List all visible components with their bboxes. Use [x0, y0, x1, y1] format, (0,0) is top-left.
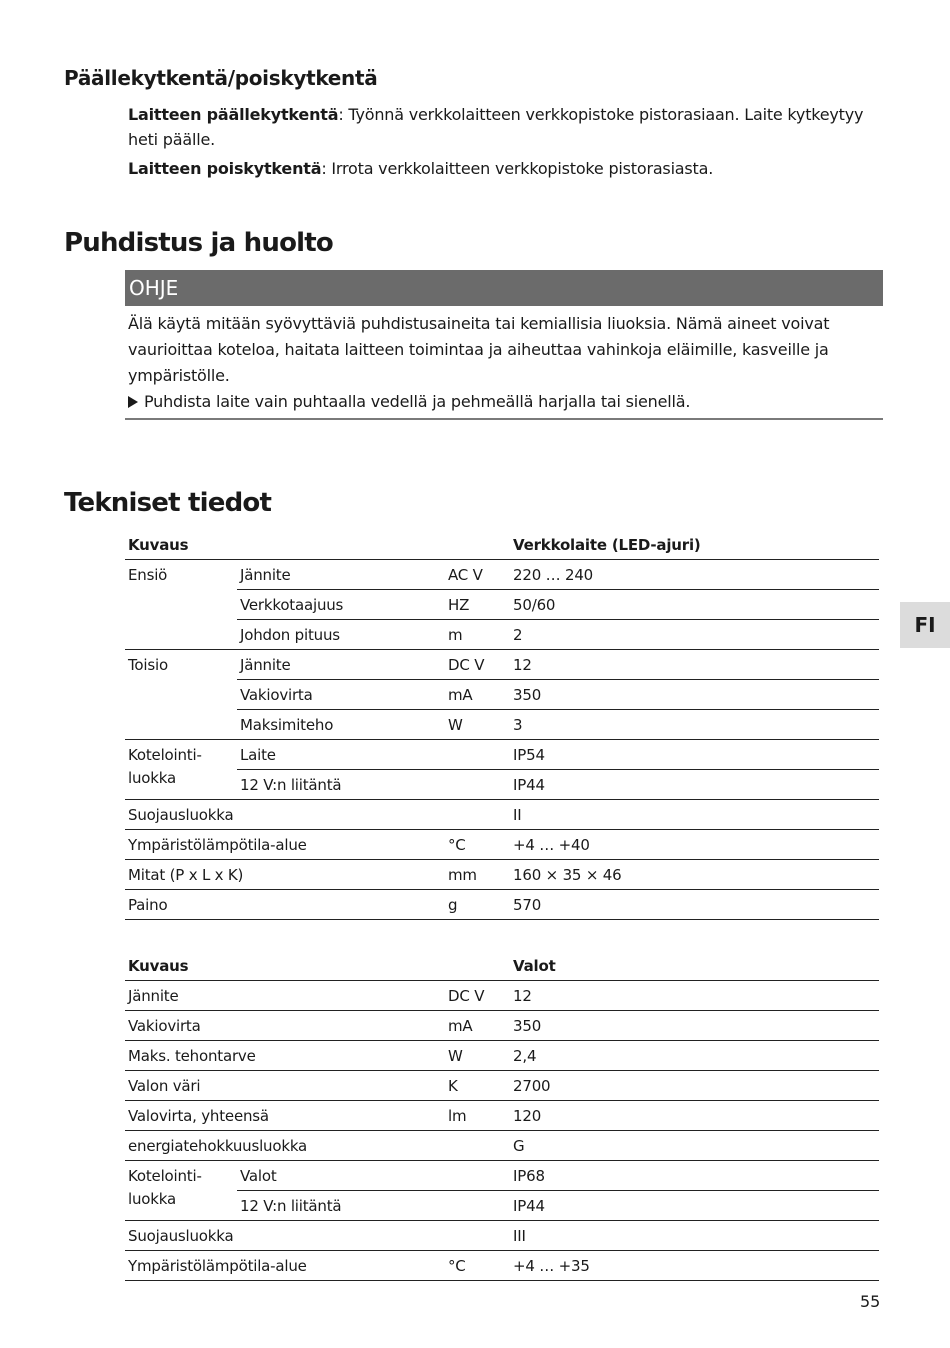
table-row — [125, 1071, 879, 1101]
table-row — [125, 560, 879, 590]
note-text: Älä käytä mitään syövyttäviä puhdistusaineita tai kemiallisia liuoksia. Nämä aineet voivat vaurioittaa koteloa, haitata laitteen toimintaa ja aiheuttaa vahinkoja eläimille, kasveille ja ympäristölle. — [128, 314, 830, 385]
row-value: +4 … +40 — [510, 830, 879, 860]
row-label: 12 V:n liitäntä — [237, 1191, 445, 1221]
table-row — [125, 650, 879, 680]
spec-table-power-supply — [125, 530, 879, 920]
row-description: Vakiovirta — [125, 1011, 445, 1041]
row-value: III — [510, 1221, 879, 1251]
table-header-row — [125, 951, 879, 981]
row-description: Mitat (P x L x K) — [125, 860, 445, 890]
table-row — [125, 680, 879, 710]
row-description: Ympäristölämpötila-alue — [125, 830, 445, 860]
row-description: Valovirta, yhteensä — [125, 1101, 445, 1131]
row-value: +4 … +35 — [510, 1251, 879, 1281]
row-unit: mA — [445, 1011, 510, 1041]
row-value: 2,4 — [510, 1041, 879, 1071]
row-unit — [445, 1221, 510, 1251]
table-row — [125, 1011, 879, 1041]
power-off-text: : Irrota verkkolaitteen verkkopistoke pistorasiasta. — [321, 159, 714, 178]
page-number: 55 — [860, 1292, 881, 1311]
table-row — [125, 740, 879, 770]
row-group: Toisio — [125, 650, 237, 740]
row-unit — [445, 770, 510, 800]
row-value: 570 — [510, 890, 879, 920]
table-row — [125, 890, 879, 920]
row-value: 120 — [510, 1101, 879, 1131]
table-row — [125, 981, 879, 1011]
row-description: Ympäristölämpötila-alue — [125, 1251, 445, 1281]
table-row — [125, 1221, 879, 1251]
table-row — [125, 1041, 879, 1071]
row-value: IP44 — [510, 1191, 879, 1221]
table-row — [125, 800, 879, 830]
power-on-text: : Työnnä verkkolaitteen verkkopistoke pistorasiaan. Laite kytkeytyy heti päälle. — [128, 105, 864, 149]
table-header-row — [125, 530, 879, 560]
row-unit — [445, 1191, 510, 1221]
row-value: II — [510, 800, 879, 830]
row-unit: DC V — [445, 650, 510, 680]
row-unit — [445, 1161, 510, 1191]
row-unit: W — [445, 710, 510, 740]
row-description: Jännite — [125, 981, 445, 1011]
table-row — [125, 770, 879, 800]
table-row — [125, 590, 879, 620]
row-description: Valon väri — [125, 1071, 445, 1101]
power-off-paragraph — [128, 156, 888, 181]
row-group: Ensiö — [125, 560, 237, 650]
row-label: Jännite — [237, 560, 445, 590]
note-action-text: Puhdista laite vain puhtaalla vedellä ja pehmeällä harjalla tai sienellä. — [144, 392, 691, 411]
row-unit: m — [445, 620, 510, 650]
row-label: Jännite — [237, 650, 445, 680]
row-value: 220 … 240 — [510, 560, 879, 590]
row-value: 2700 — [510, 1071, 879, 1101]
header-description: Kuvaus — [125, 530, 510, 560]
row-value: IP44 — [510, 770, 879, 800]
row-unit: AC V — [445, 560, 510, 590]
row-description: energiatehokkuusluokka — [125, 1131, 445, 1161]
section-title-power: Päällekytkentä/poiskytkentä — [64, 66, 378, 90]
table-row — [125, 710, 879, 740]
table-row — [125, 1101, 879, 1131]
power-on-paragraph — [128, 102, 888, 152]
section-title-tech: Tekniset tiedot — [64, 488, 272, 518]
row-unit: lm — [445, 1101, 510, 1131]
row-label: Vakiovirta — [237, 680, 445, 710]
table-row — [125, 1161, 879, 1191]
row-value: 12 — [510, 981, 879, 1011]
note-header-bar — [125, 270, 883, 306]
row-unit: °C — [445, 830, 510, 860]
row-description: Suojausluokka — [125, 800, 445, 830]
table-row — [125, 620, 879, 650]
row-label: Verkkotaajuus — [237, 590, 445, 620]
row-unit: DC V — [445, 981, 510, 1011]
triangle-right-icon — [128, 396, 138, 408]
row-unit: mA — [445, 680, 510, 710]
row-label: Johdon pituus — [237, 620, 445, 650]
row-description: Suojausluokka — [125, 1221, 445, 1251]
row-unit — [445, 1131, 510, 1161]
row-value: IP54 — [510, 740, 879, 770]
header-description: Kuvaus — [125, 951, 510, 981]
row-unit: K — [445, 1071, 510, 1101]
table-row — [125, 830, 879, 860]
row-unit: W — [445, 1041, 510, 1071]
row-label: 12 V:n liitäntä — [237, 770, 445, 800]
section-title-cleaning: Puhdistus ja huolto — [64, 228, 333, 258]
row-value: 2 — [510, 620, 879, 650]
row-unit — [445, 740, 510, 770]
row-value: G — [510, 1131, 879, 1161]
row-value: 50/60 — [510, 590, 879, 620]
row-unit: °C — [445, 1251, 510, 1281]
row-value: 3 — [510, 710, 879, 740]
row-value: 350 — [510, 1011, 879, 1041]
note-label: OHJE — [129, 276, 179, 300]
row-unit: mm — [445, 860, 510, 890]
row-label: Laite — [237, 740, 445, 770]
row-description: Paino — [125, 890, 445, 920]
row-label: Maksimiteho — [237, 710, 445, 740]
row-label: Valot — [237, 1161, 445, 1191]
table-row — [125, 1251, 879, 1281]
row-unit: g — [445, 890, 510, 920]
row-group: Kotelointi-luokka — [125, 1161, 237, 1221]
header-value: Verkkolaite (LED-ajuri) — [510, 530, 879, 560]
power-off-label: Laitteen poiskytkentä — [128, 159, 322, 178]
power-on-label: Laitteen päällekytkentä — [128, 105, 339, 124]
row-value: IP68 — [510, 1161, 879, 1191]
table-row — [125, 1191, 879, 1221]
row-value: 160 × 35 × 46 — [510, 860, 879, 890]
language-tab: FI — [900, 602, 950, 648]
row-value: 350 — [510, 680, 879, 710]
row-unit: HZ — [445, 590, 510, 620]
table-row — [125, 1131, 879, 1161]
spec-table-lights — [125, 951, 879, 1281]
row-unit — [445, 800, 510, 830]
row-group: Kotelointi-luokka — [125, 740, 237, 800]
table-row — [125, 860, 879, 890]
header-value: Valot — [510, 951, 879, 981]
note-bottom-rule — [125, 418, 883, 420]
row-value: 12 — [510, 650, 879, 680]
note-action — [128, 389, 868, 414]
row-description: Maks. tehontarve — [125, 1041, 445, 1071]
